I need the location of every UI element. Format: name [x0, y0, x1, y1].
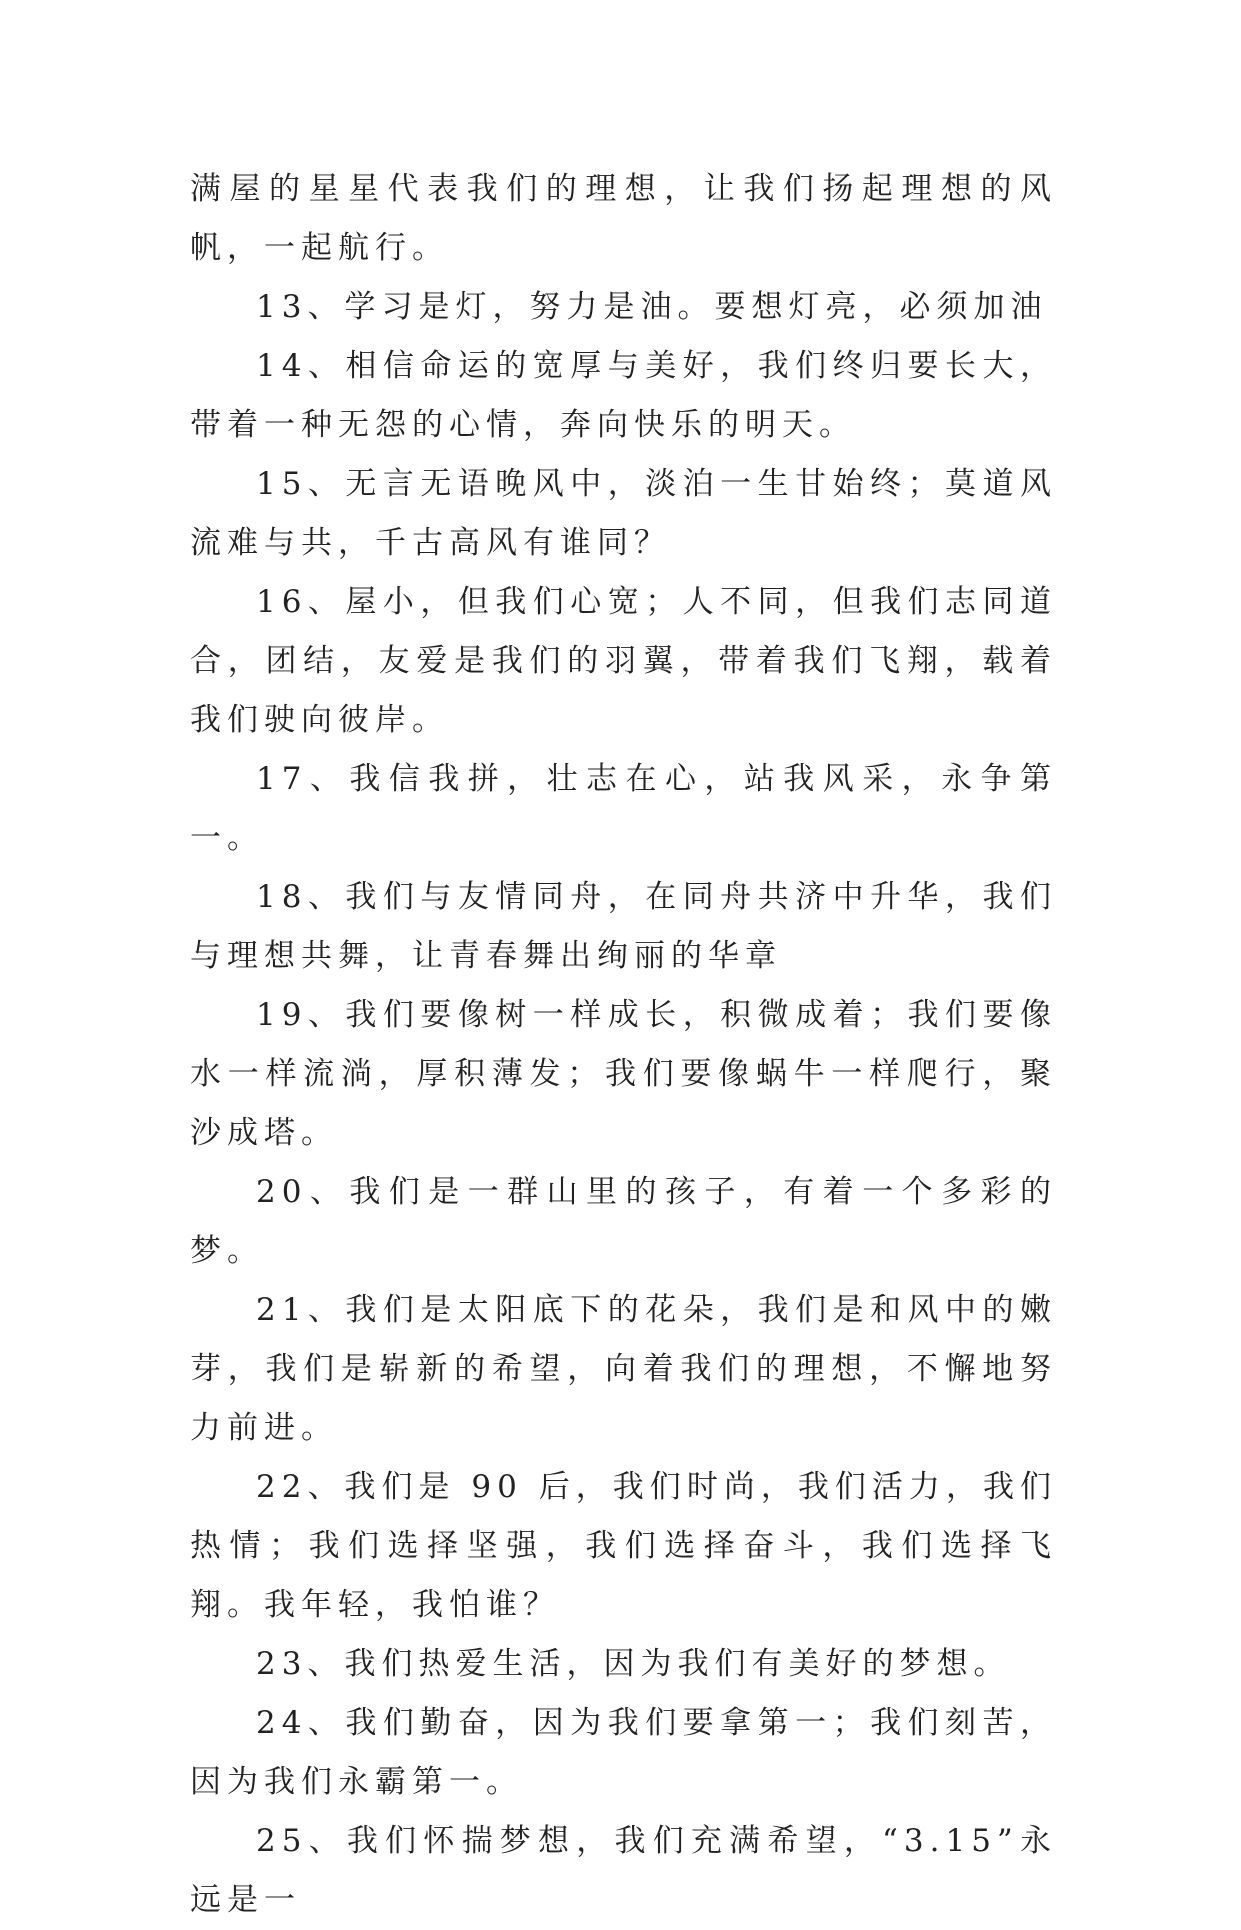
- paragraph-item-16: 16、屋小，但我们心宽；人不同，但我们志同道合，团结，友爱是我们的羽翼，带着我们飞翔，载着我们驶向彼岸。: [190, 584, 1057, 738]
- paragraph-item-24: 24、我们勤奋，因为我们要拿第一；我们刻苦，因为我们永霸第一。: [190, 1705, 1057, 1800]
- paragraph-item-22: 22、我们是 90 后，我们时尚，我们活力，我们热情；我们选择坚强，我们选择奋斗，我们选择飞翔。我年轻，我怕谁？: [190, 1469, 1057, 1623]
- paragraph-item-15: 15、无言无语晚风中，淡泊一生甘始终；莫道风流难与共，千古高风有谁同？: [190, 466, 1057, 561]
- paragraph-item-18: 18、我们与友情同舟，在同舟共济中升华，我们与理想共舞，让青春舞出绚丽的华章: [190, 879, 1057, 974]
- paragraph-item-23: 23、我们热爱生活，因为我们有美好的梦想。: [256, 1646, 1011, 1682]
- paragraph-continuation: 满屋的星星代表我们的理想，让我们扬起理想的风帆，一起航行。: [190, 171, 1057, 266]
- paragraph-item-17: 17、我信我拼，壮志在心，站我风采，永争第一。: [190, 761, 1057, 856]
- paragraph-item-13: 13、学习是灯，努力是油。要想灯亮，必须加油: [256, 289, 1048, 325]
- paragraph-item-20: 20、我们是一群山里的孩子，有着一个多彩的梦。: [190, 1174, 1057, 1269]
- paragraph-item-21: 21、我们是太阳底下的花朵，我们是和风中的嫩芽，我们是崭新的希望，向着我们的理想，不懈地努力前进。: [190, 1292, 1057, 1446]
- paragraph-item-19: 19、我们要像树一样成长，积微成着；我们要像水一样流淌，厚积薄发；我们要像蜗牛一样爬行，聚沙成塔。: [190, 997, 1057, 1151]
- document-page: [190, 160, 1057, 1930]
- paragraph-item-14: 14、相信命运的宽厚与美好，我们终归要长大，带着一种无怨的心情，奔向快乐的明天。: [190, 348, 1057, 443]
- paragraph-item-25: 25、我们怀揣梦想，我们充满希望，“3.15”永远是一: [190, 1823, 1057, 1918]
